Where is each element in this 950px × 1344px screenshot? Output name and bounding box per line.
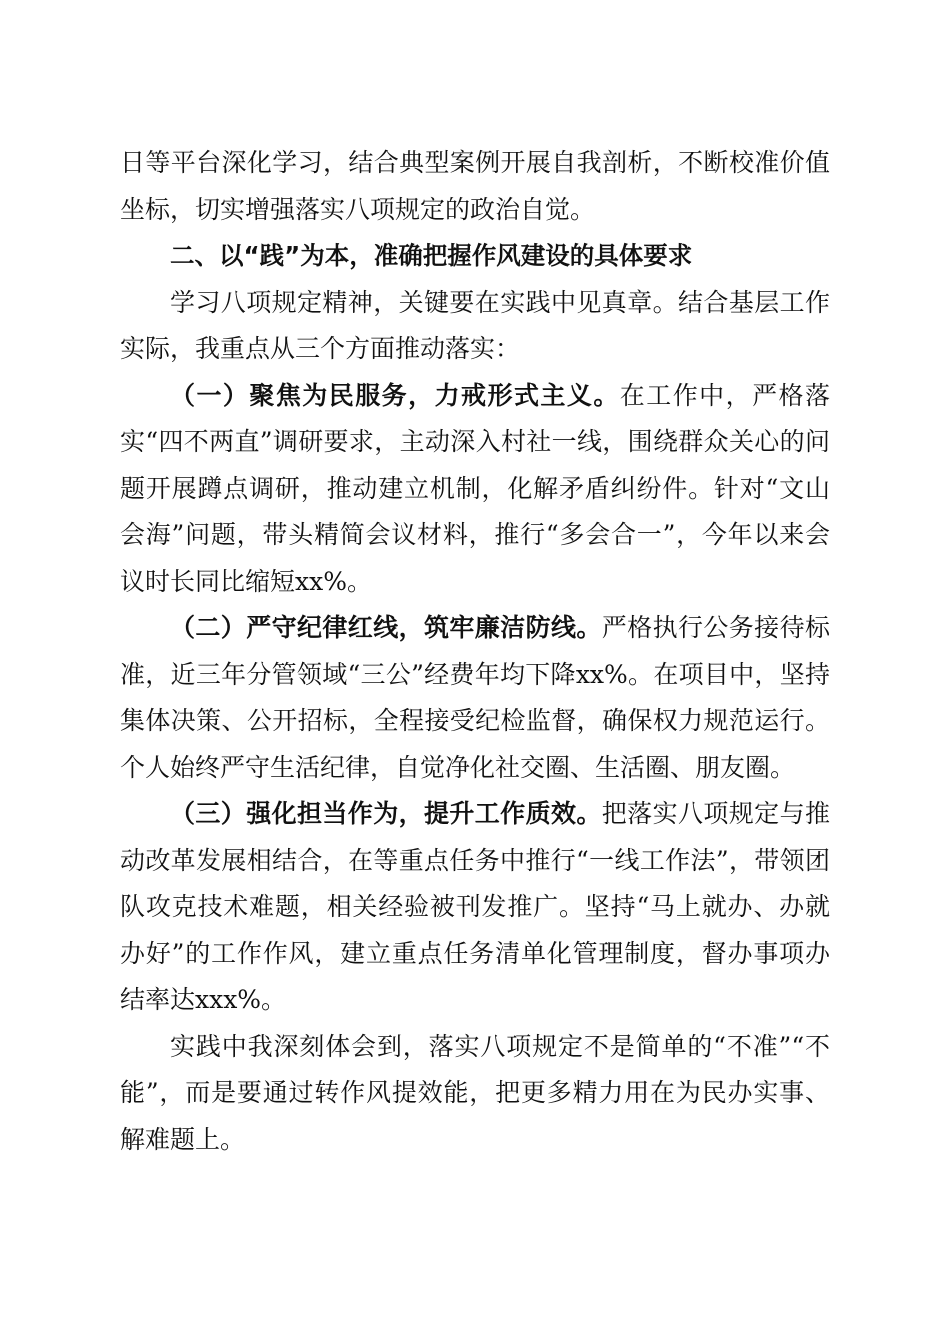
conclusion-paragraph: 实践中我深刻体会到，落实八项规定不是简单的“不准”“不能”，而是要通过转作风提效能，把更多精力用在为民办实事、解难题上。	[120, 1031, 830, 1154]
continuation-paragraph: 日等平台深化学习，结合典型案例开展自我剖析，不断校准价值坐标，切实增强落实八项规定的政治自觉。	[120, 148, 830, 224]
item-text-3: 把落实八项规定与推动改革发展相结合，在等重点任务中推行“一线工作法”，带领团队攻克技术难题，相关经验被刊发推广。坚持“马上就办、办就办好”的工作作风，建立重点任务清单化管理制度，督办事项办结率达xxx%。	[120, 799, 830, 1014]
intro-paragraph: 学习八项规定精神，关键要在实践中见真章。结合基层工作实际，我重点从三个方面推动落实：	[120, 287, 830, 363]
item-text-2: 严格执行公务接待标准，近三年分管领域“三公”经费年均下降xx%。在项目中，坚持集体决策、公开招标，全程接受纪检监督，确保权力规范运行。个人始终严守生活纪律，自觉净化社交圈、生活圈、朋友圈。	[120, 613, 830, 782]
item-paragraph-1	[120, 373, 830, 606]
item-lead-3: （三）强化担当作为，提升工作质效。	[170, 799, 602, 828]
item-paragraph-3	[120, 791, 830, 1024]
section-heading: 二、以“践”为本，准确把握作风建设的具体要求	[170, 241, 693, 270]
item-lead-2: （二）严守纪律红线，筑牢廉洁防线。	[170, 613, 602, 642]
item-paragraph-2	[120, 605, 830, 791]
item-text-1: 在工作中，严格落实“四不两直”调研要求，主动深入村社一线，围绕群众关心的问题开展蹲点调研，推动建立机制，化解矛盾纠纷件。针对“文山会海”问题，带头精简会议材料，推行“多会合一”，今年以来会议时长同比缩短xx%。	[120, 380, 830, 596]
document-body	[120, 140, 830, 1163]
item-lead-1: （一）聚焦为民服务，力戒形式主义。	[170, 380, 620, 410]
